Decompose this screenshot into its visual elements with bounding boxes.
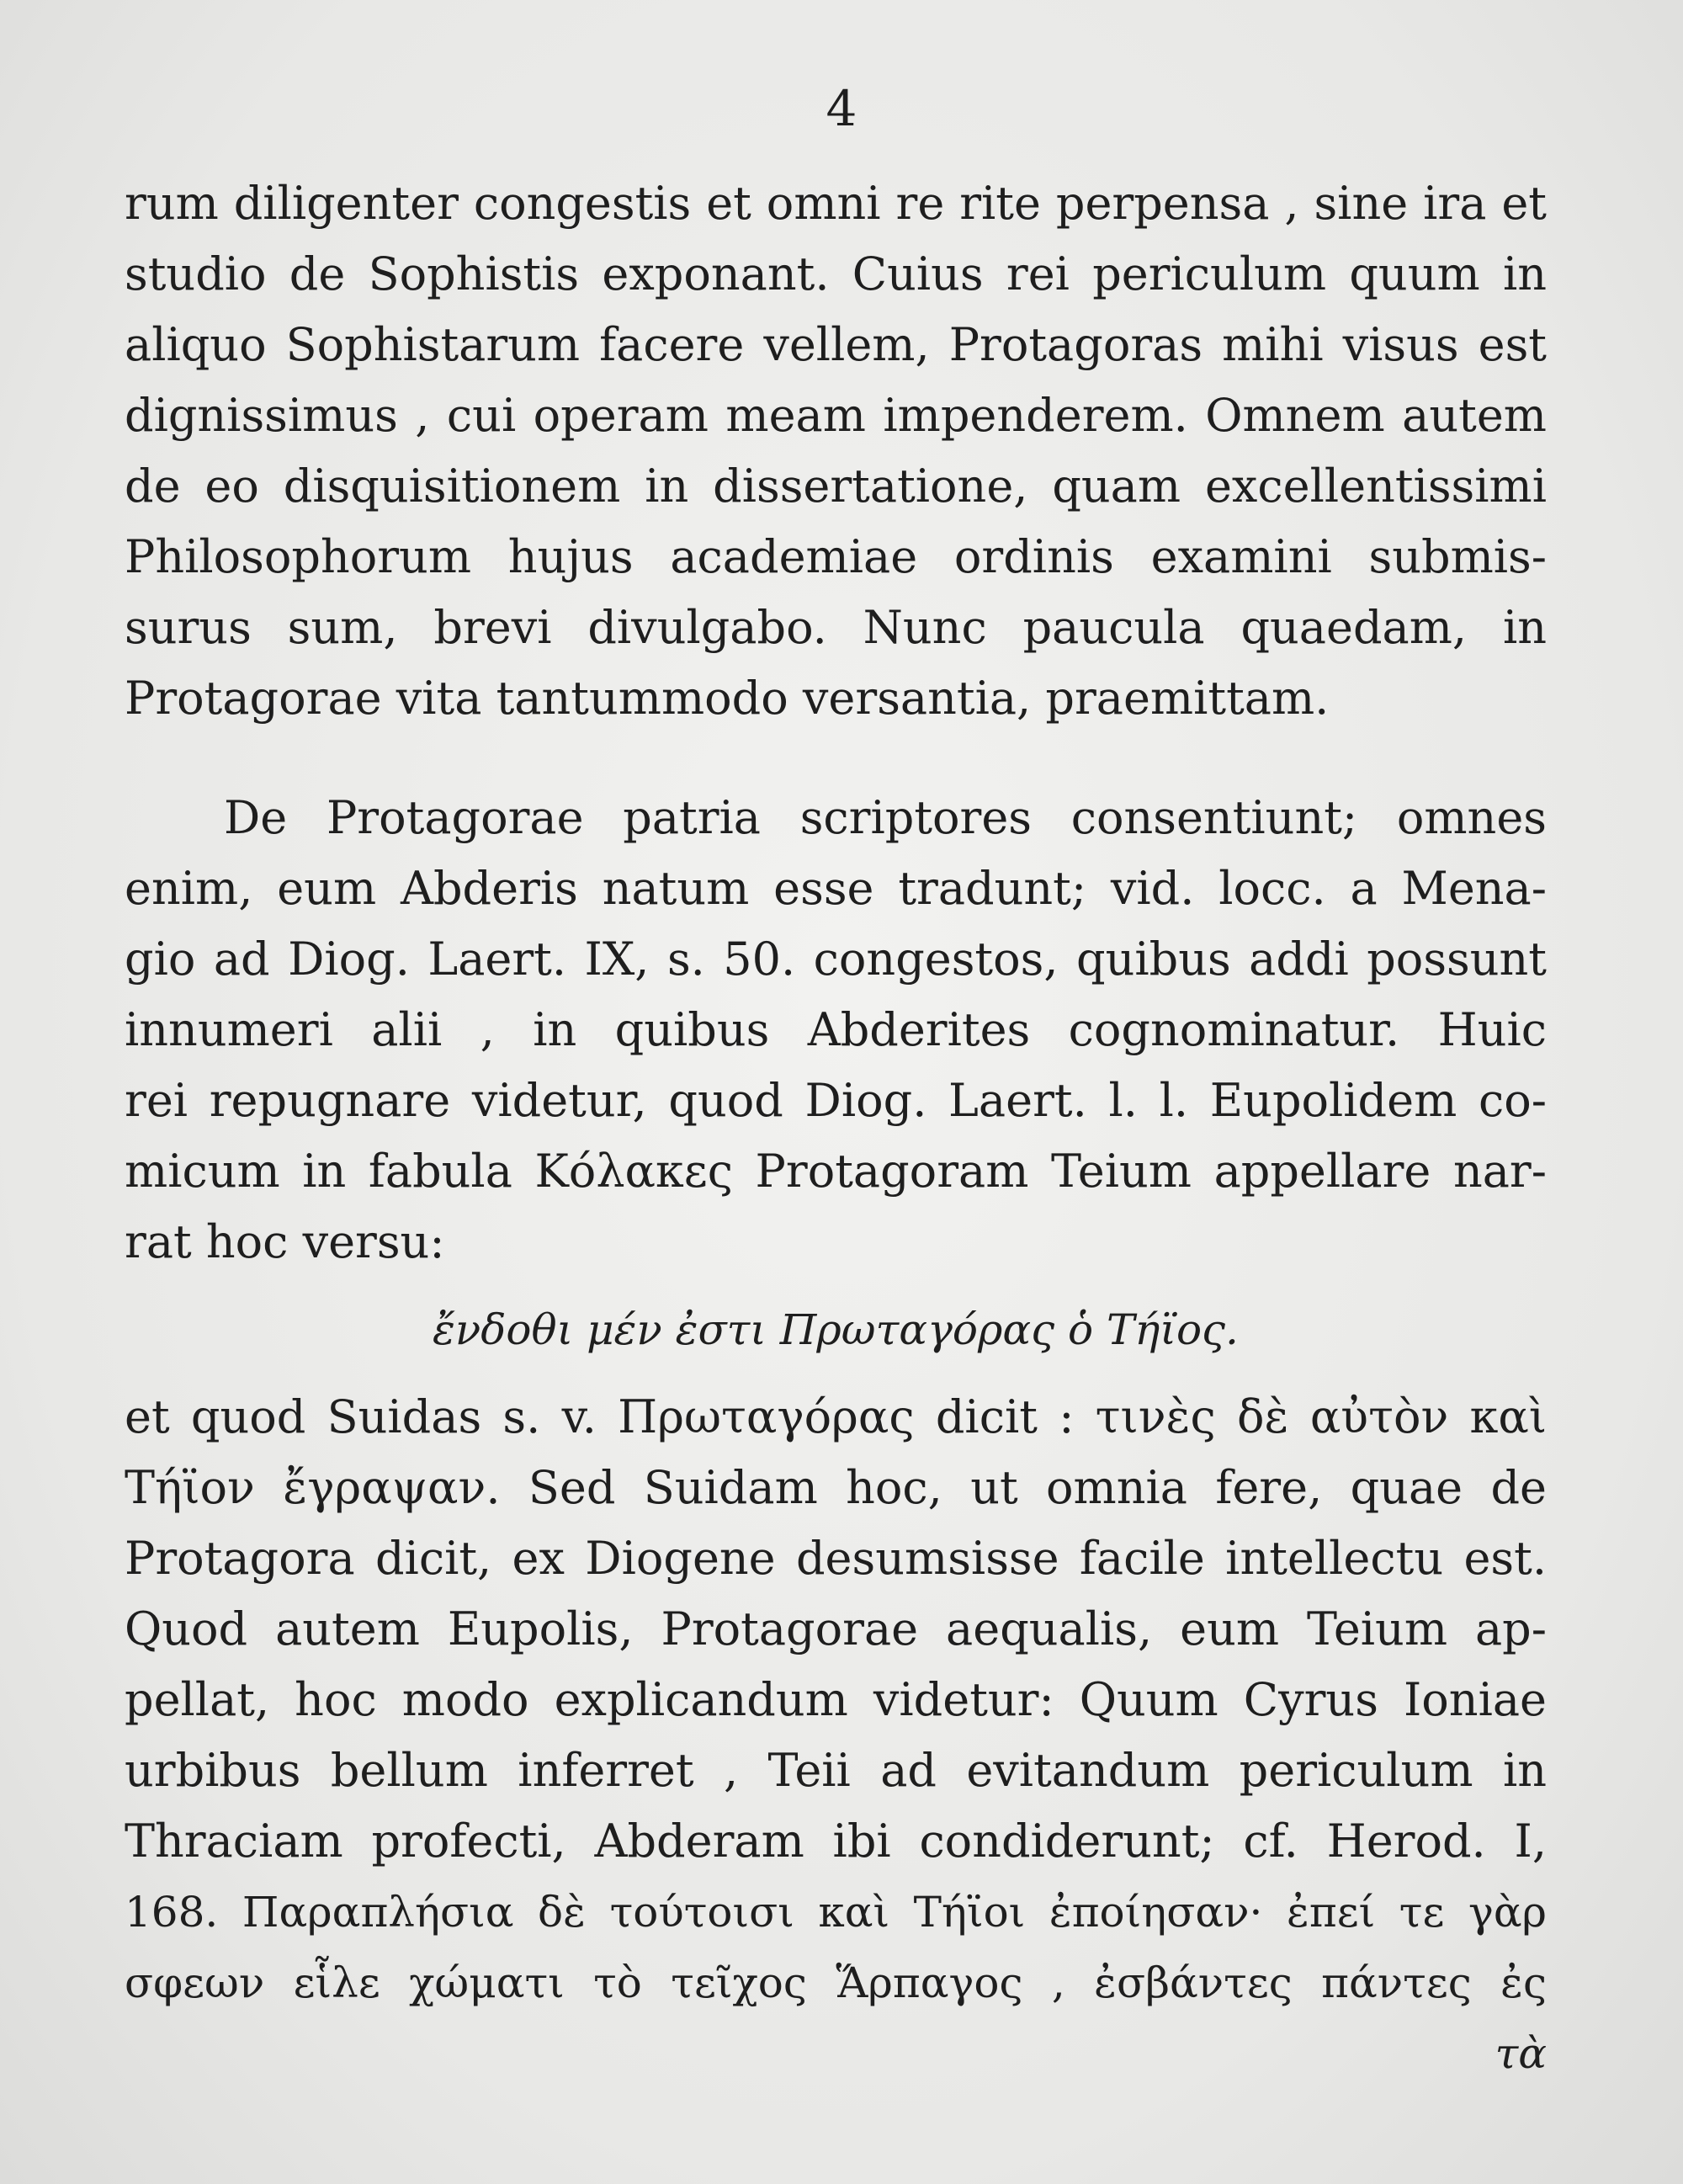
text-line: urbibus bellum inferret , Teii ad evitandum periculum in [125,1744,1547,1797]
text-line: Thraciam profecti, Abderam ibi condiderunt; cf. Herod. I, [125,1815,1547,1868]
text-line: surus sum, brevi divulgabo. Nunc paucula quaedam, in [125,601,1547,654]
text-line: studio de Sophistis exponant. Cuius rei periculum quum in [125,247,1547,300]
text-line: rei repugnare videtur, quod Diog. Laert. l. l. Eupolidem co- [125,1074,1547,1127]
text-line: Protagorae vita tantummodo versantia, praemittam. [125,672,1330,725]
text-line: De Protagorae patria scriptores consentiunt; omnes [224,791,1547,844]
text-line: Quod autem Eupolis, Protagorae aequalis, eum Teium ap- [125,1602,1547,1655]
text-line: 168. Παραπλήσια δὲ τούτοισι καὶ Τήϊοι ἐποίησαν· ἐπεί τε γὰρ [125,1888,1547,1937]
catchword: τὰ [1495,2029,1547,2078]
text-line: rat hoc versu: [125,1215,445,1268]
text-line: Τήϊον ἔγραψαν. Sed Suidam hoc, ut omnia fere, quae de [125,1461,1547,1514]
text-line: pellat, hoc modo explicandum videtur: Quum Cyrus Ioniae [125,1673,1547,1726]
greek-verse: ἔνδοθι μέν ἐστι Πρωταγόρας ὁ Τήϊος. [433,1305,1239,1354]
page-number: 4 [826,80,857,137]
text-line: dignissimus , cui operam meam impenderem. Omnem autem [125,389,1547,442]
text-line: rum diligenter congestis et omni re rite perpensa , sine ira et [125,177,1547,230]
text-line: micum in fabula Κόλακες Protagoram Teium appellare nar- [125,1145,1547,1198]
text-line: innumeri alii , in quibus Abderites cognominatur. Huic [125,1003,1547,1056]
verse-gap-top [125,1278,1547,1294]
text-line: et quod Suidas s. v. Πρωταγόρας dicit : τινὲς δὲ αὐτὸν καὶ [125,1390,1547,1443]
text-line: Protagora dicit, ex Diogene desumsisse facile intellectu est. [125,1532,1547,1585]
text-line: gio ad Diog. Laert. IX, s. 50. congestos, quibus addi possunt [125,933,1547,986]
text-line: de eo disquisitionem in dissertatione, quam excellentissimi [125,460,1547,513]
text-line: enim, eum Abderis natum esse tradunt; vid. locc. a Mena- [125,862,1547,915]
paragraph-gap [125,734,1547,783]
text-line: σφεων εἷλε χώματι τὸ τεῖχος Ἅρπαγος , ἐσβάντες πάντες ἐς [125,1958,1547,2007]
text-line: Philosophorum hujus academiae ordinis examini submis- [125,530,1547,583]
text-line: aliquo Sophistarum facere vellem, Protagoras mihi visus est [125,318,1547,371]
verse-gap-bottom [125,1365,1547,1382]
body-text [125,168,1547,2089]
